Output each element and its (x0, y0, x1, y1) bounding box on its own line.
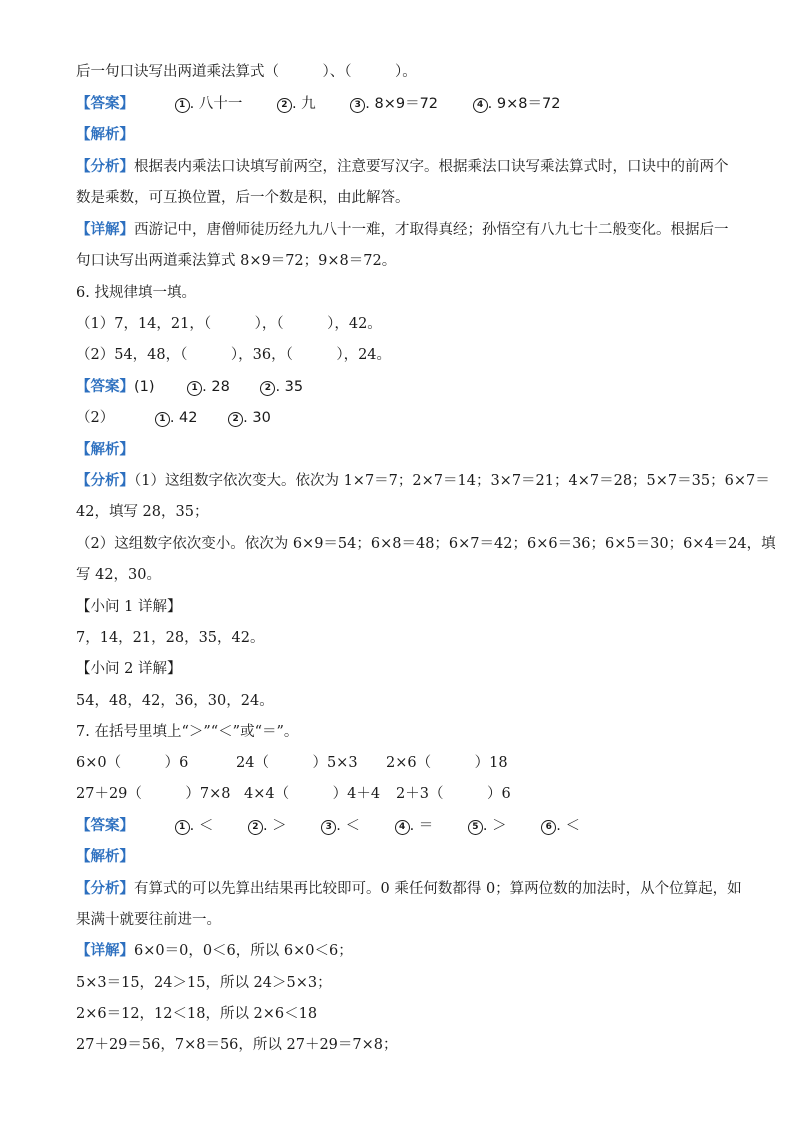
analysis-heading: 【解析】 (76, 441, 134, 458)
text-line: 写 42，30。 (76, 567, 162, 583)
text-line: 数是乘数，可互换位置，后一个数是积，由此解答。 (76, 190, 410, 206)
text-line: 后一句口诀写出两道乘法算式（ ）、（ ）。 (76, 64, 417, 80)
answer-item: 4 . 9×8＝72 (473, 96, 561, 112)
text-line: 句口诀写出两道乘法算式 8×9＝72；9×8＝72。 (76, 253, 397, 269)
answer-item: 1 . 八十一 (175, 96, 243, 112)
circled-number: 1 (155, 412, 170, 427)
analysis-heading: 【解析】 (76, 848, 134, 865)
compare-item: 2＋3（ ）6 (396, 786, 511, 802)
analysis-tag: 【分析】 (76, 880, 134, 897)
text-line: 【详解】西游记中，唐僧师徒历经九九八十一难，才取得真经；孙悟空有八九七十二般变化。根据后一 (76, 221, 729, 238)
analysis-tag: 【分析】 (76, 158, 134, 175)
compare-item: 4×4（ ）4＋4 (244, 786, 381, 802)
answer-item: 1 . 28 (187, 379, 230, 395)
text-line: 42，填写 28，35； (76, 504, 209, 520)
circled-number: 3 (350, 98, 365, 113)
text-line: 27＋29＝56，7×8＝56，所以 27＋29＝7×8； (76, 1037, 398, 1053)
circled-number: 2 (248, 820, 263, 835)
answer-line-q5 (76, 94, 560, 114)
answer-item: 2 . 九 (277, 96, 316, 112)
text-line: 果满十就要往前进一。 (76, 912, 221, 928)
answer-tag: 【答案】 (76, 95, 134, 112)
compare-item: 24（ ）5×3 (236, 755, 358, 771)
circled-number: 3 (321, 820, 336, 835)
question-title: 7. 在括号里填上“＞”“＜”或“＝”。 (76, 724, 299, 740)
answer-item: 2 . 35 (260, 379, 303, 395)
circled-number: 2 (277, 98, 292, 113)
analysis-heading: 【解析】 (76, 126, 134, 143)
answer-tag: 【答案】 (76, 378, 134, 395)
circled-number: 1 (175, 98, 190, 113)
detail-tag: 【详解】 (76, 942, 134, 959)
text-line: 5×3＝15，24＞15，所以 24＞5×3； (76, 975, 332, 991)
compare-row (76, 753, 508, 773)
compare-item: 2×6（ ）18 (386, 755, 508, 771)
sub-detail-heading: 【小问 2 详解】 (76, 661, 182, 677)
answer-item: 3 . ＜ (321, 818, 360, 834)
question-title: 6. 找规律填一填。 (76, 285, 196, 301)
answer-tag: 【答案】 (76, 817, 134, 834)
compare-item: 27＋29（ ）7×8 (76, 786, 231, 802)
text-line: 7，14，21，28，35，42。 (76, 630, 265, 646)
compare-item: 6×0（ ）6 (76, 755, 189, 771)
circled-number: 1 (187, 381, 202, 396)
answer-item: 2 . ＞ (248, 818, 287, 834)
circled-number: 5 (468, 820, 483, 835)
text-line: 【分析】有算式的可以先算出结果再比较即可。0 乘任何数都得 0；算两位数的加法时，从个位算起，如 (76, 880, 742, 897)
sub-detail-heading: 【小问 1 详解】 (76, 599, 182, 615)
circled-number: 4 (395, 820, 410, 835)
answer-item: 1 . ＜ (175, 818, 214, 834)
answer-item: 6 . ＜ (541, 818, 580, 834)
circled-number: 2 (228, 412, 243, 427)
text-line: （2）这组数字依次变小。依次为 6×9＝54；6×8＝48；6×7＝42；6×6＝36；6×5＝30；6×4＝24，填 (76, 536, 776, 552)
text-line: 【分析】根据表内乘法口诀填写前两空，注意要写汉字。根据乘法口诀写乘法算式时，口诀中的前两个 (76, 158, 729, 175)
answer-line-q7 (76, 816, 580, 836)
text-line: 54，48，42，36，30，24。 (76, 693, 274, 709)
text-line: 【分析】（1）这组数字依次变大。依次为 1×7＝7；2×7＝14；3×7＝21；4×7＝28；5×7＝35；6×7＝ (76, 472, 770, 489)
answer-item: 5 . ＞ (468, 818, 507, 834)
text-line: （2）54，48，（ ），36，（ ），24。 (76, 347, 392, 363)
answer-item: 1 . 42 (155, 410, 198, 426)
compare-row (76, 784, 511, 804)
answer-item: 3 . 8×9＝72 (350, 96, 438, 112)
circled-number: 6 (541, 820, 556, 835)
detail-tag: 【详解】 (76, 221, 134, 238)
answer-line-q6-2: （2） 1 . 42 2 . 30 (76, 410, 271, 426)
analysis-tag: 【分析】 (76, 472, 134, 489)
circled-number: 1 (175, 820, 190, 835)
answer-item: 4 . ＝ (395, 818, 434, 834)
text-line: 2×6＝12，12＜18，所以 2×6＜18 (76, 1006, 318, 1022)
circled-number: 2 (260, 381, 275, 396)
answer-line-q6-1: 【答案】(1) 1 . 28 2 . 35 (76, 378, 304, 395)
text-line: （1）7，14，21，（ ），（ ），42。 (76, 316, 382, 332)
answer-item: 2 . 30 (228, 410, 271, 426)
text-line: 【详解】6×0＝0，0＜6，所以 6×0＜6； (76, 942, 353, 959)
circled-number: 4 (473, 98, 488, 113)
